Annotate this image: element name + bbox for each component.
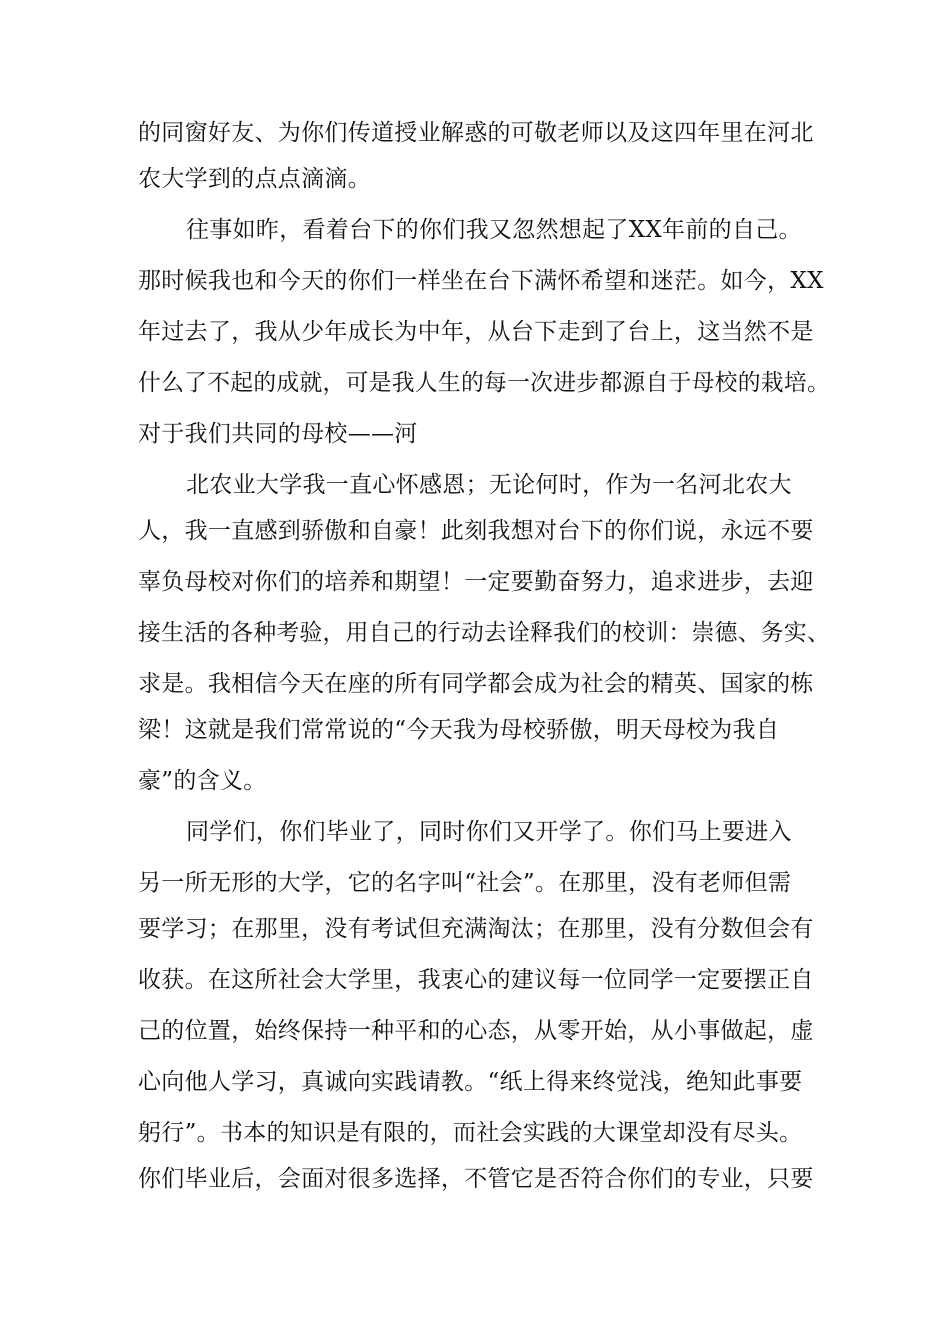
text-line: 年过去了，我从少年成长为中年，从台下走到了台上，这当然不是 <box>138 319 814 345</box>
text-line: 你们毕业后，会面对很多选择，不管它是否符合你们的专业，只要 <box>138 1166 814 1192</box>
text-line: 躬行”。书本的知识是有限的，而社会实践的大课堂却没有尽头。 <box>138 1120 803 1146</box>
text-line: 另一所无形的大学，它的名字叫“社会”。在那里，没有老师但需 <box>138 870 792 896</box>
text-line: 那时候我也和今天的你们一样坐在台下满怀希望和迷茫。如今，XX <box>138 268 824 294</box>
text-line: 对于我们共同的母校——河 <box>138 421 418 447</box>
text-line: 北农业大学我一直心怀感恩；无论何时，作为一名河北农大 <box>186 472 792 498</box>
text-line: 收获。在这所社会大学里，我衷心的建议每一位同学一定要摆正自 <box>138 967 814 993</box>
text-line: 往事如昨，看着台下的你们我又忽然想起了XX年前的自己。 <box>186 217 802 243</box>
text-line: 求是。我相信今天在座的所有同学都会成为社会的精英、国家的栋 <box>138 671 814 697</box>
text-line: 农大学到的点点滴滴。 <box>138 166 371 192</box>
text-line: 要学习；在那里，没有考试但充满淘汰；在那里，没有分数但会有 <box>138 916 814 942</box>
text-line: 梁！这就是我们常常说的“今天我为母校骄傲，明天母校为我自 <box>138 717 780 743</box>
text-line: 同学们，你们毕业了，同时你们又开学了。你们马上要进入 <box>186 819 792 845</box>
text-line: 人，我一直感到骄傲和自豪！此刻我想对台下的你们说，永远不要 <box>138 518 814 544</box>
text-line: 豪”的含义。 <box>138 768 267 794</box>
text-line: 的同窗好友、为你们传道授业解惑的可敬老师以及这四年里在河北 <box>138 120 814 146</box>
text-line: 己的位置，始终保持一种平和的心态，从零开始，从小事做起，虚 <box>138 1018 814 1044</box>
text-line: 什么了不起的成就，可是我人生的每一次进步都源自于母校的栽培。 <box>138 370 831 396</box>
text-line: 辜负母校对你们的培养和期望！一定要勤奋努力，追求进步，去迎 <box>138 569 814 595</box>
text-line: 心向他人学习，真诚向实践请教。“纸上得来终觉浅，绝知此事要 <box>138 1069 803 1095</box>
text-line: 接生活的各种考验，用自己的行动去诠释我们的校训：崇德、务实、 <box>138 620 831 646</box>
